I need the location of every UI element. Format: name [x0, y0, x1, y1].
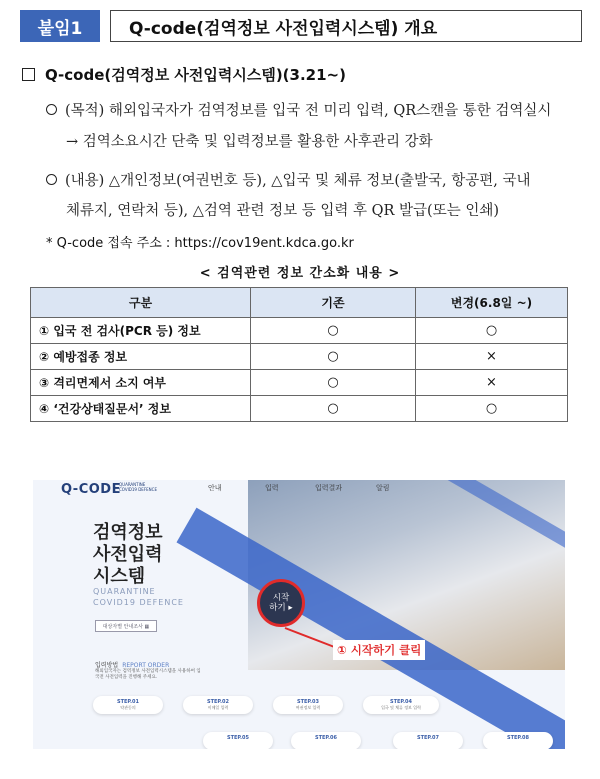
purpose-line-1 [46, 102, 551, 120]
table-row [31, 318, 568, 344]
document-title: Q-code(검역정보 사전입력시스템) 개요 [110, 10, 582, 42]
row-item: ② 예방접종 정보 [31, 344, 251, 370]
row-item: ③ 격리면제서 소지 여부 [31, 370, 251, 396]
logo-sub-line: COVID19 DEFENCE [119, 487, 157, 492]
hero-sub-line: QUARANTINE [93, 587, 156, 596]
logo-sub-line: QUARANTINE [119, 482, 146, 487]
row-before: ○ [251, 370, 416, 396]
header-after: 변경(6.8일 ~) [416, 288, 568, 318]
row-after: × [416, 344, 568, 370]
section-title: Q-code(검역정보 사전입력시스템)(3.21~) [45, 66, 346, 84]
method-title-ko: 입력방법 [95, 662, 119, 669]
start-label: 시작 [272, 593, 290, 603]
document-header [20, 10, 582, 42]
hero-subtitle [93, 586, 184, 608]
row-before: ○ [251, 396, 416, 422]
simplification-table [30, 287, 568, 422]
row-before: ○ [251, 318, 416, 344]
step-label: STEP.08 [506, 735, 530, 741]
section-heading [22, 64, 346, 85]
nav-notice[interactable]: 알림 [376, 484, 390, 492]
circle-bullet-icon [46, 174, 57, 185]
square-bullet-icon [22, 68, 35, 81]
step-label: STEP.06 [314, 735, 338, 741]
desc-line: 해외입국자는 검역정보 사전입력시스템을 사용하여 입 [95, 669, 201, 674]
start-button[interactable] [257, 579, 305, 627]
row-before: ○ [251, 344, 416, 370]
header-category: 구분 [31, 288, 251, 318]
purpose-text: (목적) 해외입국자가 검역정보를 입국 전 미리 입력, QR스캔을 통한 검역실시 [65, 103, 552, 119]
step-desc: 여권정보 입력 [295, 705, 321, 710]
step-desc: 입국 및 체류 정보 입력 [381, 705, 421, 710]
step-07[interactable] [393, 732, 463, 749]
step-desc: 약관동의 [120, 705, 136, 710]
row-item: ④ ‘건강상태질문서’ 정보 [31, 396, 251, 422]
circle-bullet-icon [46, 104, 57, 115]
logo-subtitle [119, 482, 157, 492]
step-label: STEP.05 [226, 735, 250, 741]
hero-sub-line: COVID19 DEFENCE [93, 598, 184, 607]
table-row [31, 370, 568, 396]
hero-line: 사전입력 [93, 544, 163, 565]
row-item: ① 입국 전 검사(PCR 등) 정보 [31, 318, 251, 344]
survey-button[interactable]: 대상자별 안내조사 ▦ [95, 620, 157, 632]
table-caption: < 검역관련 정보 간소화 내용 > [199, 266, 401, 281]
step-label: STEP.03 [296, 699, 320, 705]
step-08[interactable] [483, 732, 553, 749]
content-text: (내용) △개인정보(여권번호 등), △입국 및 체류 정보(출발국, 항공편, 국내 [65, 173, 531, 189]
qcode-website-screenshot [33, 480, 565, 749]
qcode-logo[interactable]: Q-CODE [61, 482, 121, 497]
qcode-url-note: * Q-code 접속 주소 : https://cov19ent.kdca.go.kr [46, 236, 354, 251]
step-label: STEP.01 [116, 699, 140, 705]
hero-line: 검역정보 [93, 522, 163, 543]
step-06[interactable] [291, 732, 361, 749]
table-row [31, 344, 568, 370]
callout-arrow-icon [281, 626, 341, 656]
click-annotation: ① 시작하기 클릭 [333, 640, 425, 660]
content-line-2: 체류지, 연락처 등), △검역 관련 정보 등 입력 후 QR 발급(또는 인쇄) [66, 203, 500, 219]
report-order-title [95, 660, 169, 669]
report-order-desc [95, 669, 201, 681]
step-04[interactable] [363, 696, 439, 714]
step-02[interactable] [183, 696, 253, 714]
desc-line: 국전 사전입력을 진행해 주세요. [95, 675, 158, 680]
start-label: 하기 ▸ [269, 603, 293, 613]
purpose-line-2: → 검역소요시간 단축 및 입력정보를 활용한 사후관리 강화 [66, 134, 433, 150]
row-after: ○ [416, 396, 568, 422]
method-title-en: REPORT ORDER [122, 662, 170, 669]
nav-result[interactable]: 입력결과 [315, 484, 343, 492]
content-line-1 [46, 172, 530, 190]
site-nav [33, 480, 565, 496]
table-row [31, 396, 568, 422]
attachment-badge: 붙임1 [20, 10, 100, 42]
step-desc: 이메일 입력 [207, 705, 229, 710]
nav-input[interactable]: 입력 [265, 484, 279, 492]
step-label: STEP.07 [416, 735, 440, 741]
row-after: × [416, 370, 568, 396]
step-01[interactable] [93, 696, 163, 714]
step-05[interactable] [203, 732, 273, 749]
nav-guide[interactable]: 안내 [208, 484, 222, 492]
step-label: STEP.02 [206, 699, 230, 705]
hero-title [93, 522, 163, 588]
header-before: 기존 [251, 288, 416, 318]
step-03[interactable] [273, 696, 343, 714]
row-after: ○ [416, 318, 568, 344]
hero-line: 시스템 [93, 566, 146, 587]
step-label: STEP.04 [389, 699, 413, 705]
